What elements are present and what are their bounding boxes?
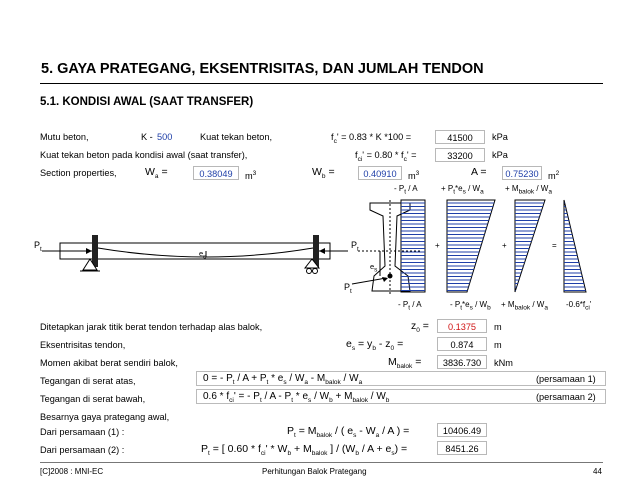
wb-label: $W_b$ =: [312, 166, 335, 181]
z0-formula: $z_0$ =: [411, 320, 429, 335]
fci-formula: $f_{ci}' = 0.80 * f_c'$ =: [355, 150, 417, 163]
bottom-fiber-equation: $0.6 * f_{ci}'$ = - $P_t / A - P_t * e_s / W_b + M_{balok} / W_b$: [196, 389, 606, 404]
es-formula: $e_s = y_b - z_0$ =: [346, 338, 404, 353]
m-unit: kNm: [494, 358, 513, 368]
p2-label: Dari persamaan (2) :: [40, 445, 125, 455]
p1-value: 10406.49: [437, 423, 487, 437]
fc-label: Kuat tekan beton,: [200, 132, 273, 142]
top-label-2: + $P_t*e_s / W_a$: [441, 184, 484, 196]
wa-label: $W_a$ =: [145, 166, 168, 181]
es-beam-label: $e_s$: [199, 249, 207, 261]
top-fiber-equation: 0 = - $P_t / A + P_t * e_s / W_a - M_{balok} / W_a$: [196, 371, 606, 386]
stress-diagram: [30, 196, 610, 300]
bottom-label-3: + $M_{balok} / W_a$: [501, 300, 548, 312]
z0-value: 0.1375: [437, 319, 487, 333]
gaya-label: Besarnya gaya prategang awal,: [40, 412, 170, 422]
title-rule: [40, 83, 603, 84]
m-label: Momen akibat berat sendiri balok,: [40, 358, 178, 368]
a-unit: $m^2$: [548, 170, 560, 182]
top-label-3: + $M_{balok} / W_a$: [505, 184, 552, 196]
m-formula: $M_{balok}$ =: [388, 356, 422, 371]
k-prefix: K -: [141, 132, 153, 142]
footer-page: 44: [593, 467, 602, 476]
bottom-label-4: $-0.6*f_{ci}'$: [566, 300, 592, 312]
fci-label: Kuat tekan beton pada kondisi awal (saat transfer),: [40, 150, 248, 160]
fc-unit: kPa: [492, 132, 508, 142]
fc-value: 41500: [435, 130, 485, 144]
fc-formula: $f_c' = 0.83 * K$ *100 =: [331, 132, 412, 145]
wa-value: 0.38049: [193, 166, 239, 180]
es-section-label: $e_s$: [370, 262, 378, 274]
p1-formula: $P_t = M_{balok}$ / ( $e_s - W_a$ / A ) =: [287, 425, 410, 440]
footer-center: Perhitungan Balok Prategang: [262, 467, 367, 476]
p1-label: Dari persamaan (1) :: [40, 427, 125, 437]
beam-anchor-left: [92, 235, 98, 267]
wb-unit: $m^3$: [408, 170, 420, 182]
k-value: 500: [157, 132, 173, 142]
a-value: 0.75230: [502, 166, 542, 180]
es-value: 0.874: [437, 337, 487, 351]
bottom-fiber-ref: (persamaan 2): [536, 392, 596, 402]
fci-value: 33200: [435, 148, 485, 162]
es-label: Eksentrisitas tendon,: [40, 340, 126, 350]
m-value: 3836.730: [437, 355, 487, 369]
wb-value: 0.40910: [358, 166, 402, 180]
top-fiber-ref: (persamaan 1): [536, 374, 596, 384]
z0-unit: m: [494, 322, 502, 332]
footer-left: [C]2008 : MNI-EC: [40, 467, 104, 476]
tendon-point: [388, 274, 393, 279]
z0-label: Ditetapkan jarak titik berat tendon terhadap alas balok,: [40, 322, 263, 332]
section-label: Section properties,: [40, 168, 117, 178]
top-label-1: - $P_t$ / A: [394, 184, 418, 196]
stress-block-result: [564, 200, 586, 292]
wa-unit: $m^3$: [245, 170, 257, 182]
fci-unit: kPa: [492, 150, 508, 160]
bottom-label-2: - $P_t*e_s / W_b$: [450, 300, 491, 312]
page-title: 5. GAYA PRATEGANG, EKSENTRISITAS, DAN JUMLAH TENDON: [41, 61, 484, 77]
pt-bottom-label: $P_t$: [344, 282, 352, 295]
bottom-fiber-label: Tegangan di serat bawah,: [40, 394, 146, 404]
op-equals: =: [552, 241, 557, 250]
top-fiber-label: Tegangan di serat atas,: [40, 376, 136, 386]
op-plus-2: +: [502, 241, 507, 250]
p2-value: 8451.26: [437, 441, 487, 455]
op-plus-1: +: [435, 241, 440, 250]
p2-formula: $P_t$ = [ $0.60 * f_{ci}' * W_b + M_{balok}$ ] / $(W_b / A + e_s)$ =: [201, 443, 408, 458]
es-unit: m: [494, 340, 502, 350]
bottom-label-1: - $P_t$ / A: [398, 300, 422, 312]
pt-right-label: $P_t$: [351, 240, 359, 253]
footer-rule: [40, 462, 603, 463]
a-label: A =: [471, 166, 487, 178]
section-subtitle: 5.1. KONDISI AWAL (SAAT TRANSFER): [40, 96, 254, 108]
mutu-label: Mutu beton,: [40, 132, 89, 142]
pt-left-label: $P_t$: [34, 240, 42, 253]
